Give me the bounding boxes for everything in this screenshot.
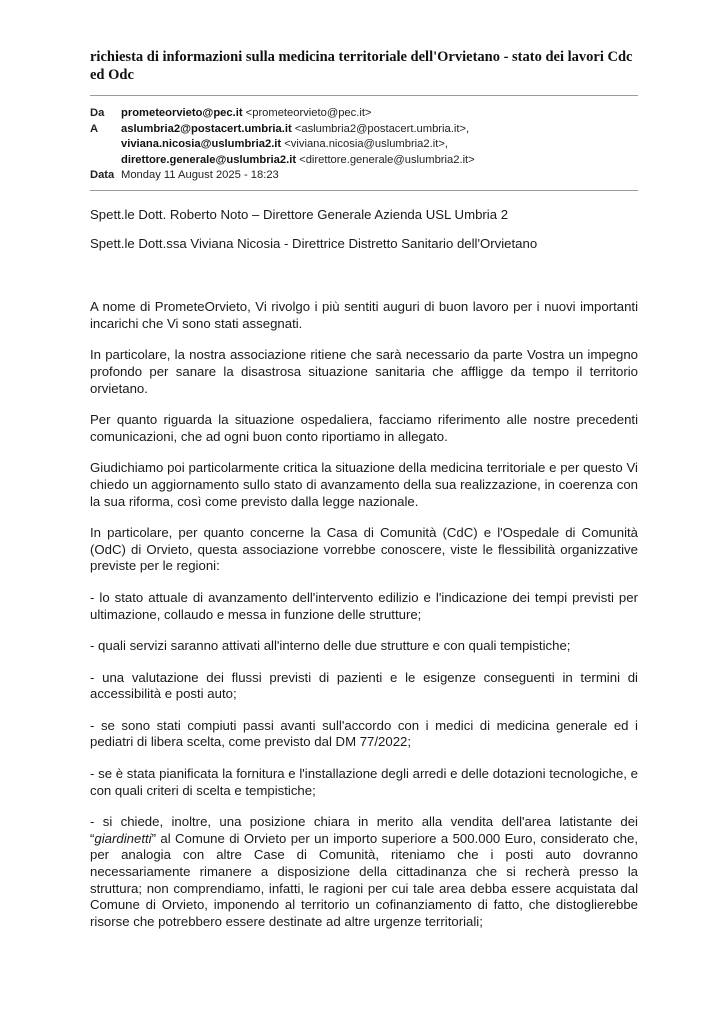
- to-value: [121, 122, 650, 169]
- recipient-name[interactable]: aslumbria2@postacert.umbria.it: [121, 122, 292, 135]
- spacer: [90, 265, 638, 299]
- body-paragraph: In particolare, la nostra associazione ritiene che sarà necessario da parte Vostra un impegno profondo per sanare la disastrosa situazione sanitaria che affligge da tempo il territorio orvietano.: [90, 347, 638, 396]
- body-paragraph: Per quanto riguarda la situazione ospedaliera, facciamo riferimento alle nostre precedenti comunicazioni, che ad ogni buon conto riportiamo in allegato.: [90, 412, 638, 444]
- bullet-item: - lo stato attuale di avanzamento dell'intervento edilizio e l'indicazione dei tempi previsti per ultimazione, collaudo e messa in funzione delle strutture;: [90, 589, 638, 622]
- bullet-text: ” al Comune di Orvieto per un importo superiore a 500.000 Euro, considerato che, per analogia con altre Case di Comunità, riteniamo che i posti auto dovranno necessariamente rimanere a disposizione della cittadinanza che si recherà presso la struttura; non comprendiamo, infatti, le ragioni per cui tale area debba essere acquistata dal Comune di Orvieto, imponendo al territorio un cofinanziamento di fatto, che distoglierebbe risorse che potrebbero essere destinate ad altre urgenze territoriali;: [90, 830, 638, 929]
- from-row: [90, 106, 650, 122]
- bullet-item: - una valutazione dei flussi previsti di pazienti e le esigenze conseguenti in termini di accessibilità e posti auto;: [90, 669, 638, 702]
- bullet-text: - si chiede, inoltre, una posizione chiara in merito alla vendita dell'area latistante dei “: [90, 814, 638, 846]
- email-subject: richiesta di informazioni sulla medicina territoriale dell'Orvietano - stato dei lavori Cdc ed Odc: [90, 49, 633, 83]
- bullet-item: [90, 814, 638, 930]
- header-divider-top: [90, 95, 638, 96]
- recipient-address: <aslumbria2@postacert.umbria.it>,: [291, 122, 470, 135]
- to-row: [90, 122, 650, 169]
- bullet-item: - quali servizi saranno attivati all'interno delle due strutture e con quali tempistiche;: [90, 638, 571, 654]
- body-paragraph: A nome di PrometeOrvieto, Vi rivolgo i più sentiti auguri di buon lavoro per i nuovi importanti incarichi che Vi sono stati assegnati.: [90, 299, 638, 331]
- date-row: [90, 168, 650, 184]
- date-value: Monday 11 August 2025 - 18:23: [121, 169, 279, 181]
- to-label: A: [90, 122, 99, 135]
- recipient-address: <viviana.nicosia@uslumbria2.it>,: [281, 138, 448, 150]
- recipient-name[interactable]: viviana.nicosia@uslumbria2.it: [121, 138, 282, 150]
- email-body: [90, 207, 638, 945]
- header-divider-bottom: [90, 190, 638, 191]
- date-label: Data: [90, 169, 115, 181]
- from-address: <prometeorvieto@pec.it>: [242, 107, 372, 119]
- greeting-line: Spett.le Dott. Roberto Noto – Direttore Generale Azienda USL Umbria 2: [90, 207, 509, 222]
- recipient: [121, 137, 650, 153]
- body-paragraph: In particolare, per quanto concerne la Casa di Comunità (CdC) e l'Ospedale di Comunità (OdC) di Orvieto, questa associazione vorrebbe conoscere, viste le flessibilità organizzative previste per le regioni:: [90, 525, 638, 574]
- bullet-item: - se sono stati compiuti passi avanti sull'accordo con i medici di medicina generale ed i pediatri di libera scelta, come previsto dal DM 77/2022;: [90, 717, 638, 750]
- recipient-address: <direttore.generale@uslumbria2.it>: [296, 153, 475, 166]
- from-address-name[interactable]: prometeorvieto@pec.it: [121, 107, 243, 119]
- recipient-name[interactable]: direttore.generale@uslumbria2.it: [121, 153, 297, 166]
- greeting-line: Spett.le Dott.ssa Viviana Nicosia - Direttrice Distretto Sanitario dell'Orvietano: [90, 236, 538, 252]
- from-label: Da: [90, 107, 105, 119]
- emphasis-text: giardinetti: [94, 830, 152, 846]
- recipient: [121, 122, 650, 138]
- body-paragraph: Giudichiamo poi particolarmente critica la situazione della medicina territoriale e per questo Vi chiedo un aggiornamento sullo stato di avanzamento della sua realizzazione, in coerenza con la sua riforma, così come previsto dalla legge nazionale.: [90, 460, 638, 509]
- recipient: [121, 153, 650, 169]
- email-header: [90, 106, 650, 184]
- from-value: [121, 106, 650, 122]
- bullet-item: - se è stata pianificata la fornitura e l'installazione degli arredi e delle dotazioni tecnologiche, e con quali criteri di scelta e tempistiche;: [90, 766, 638, 798]
